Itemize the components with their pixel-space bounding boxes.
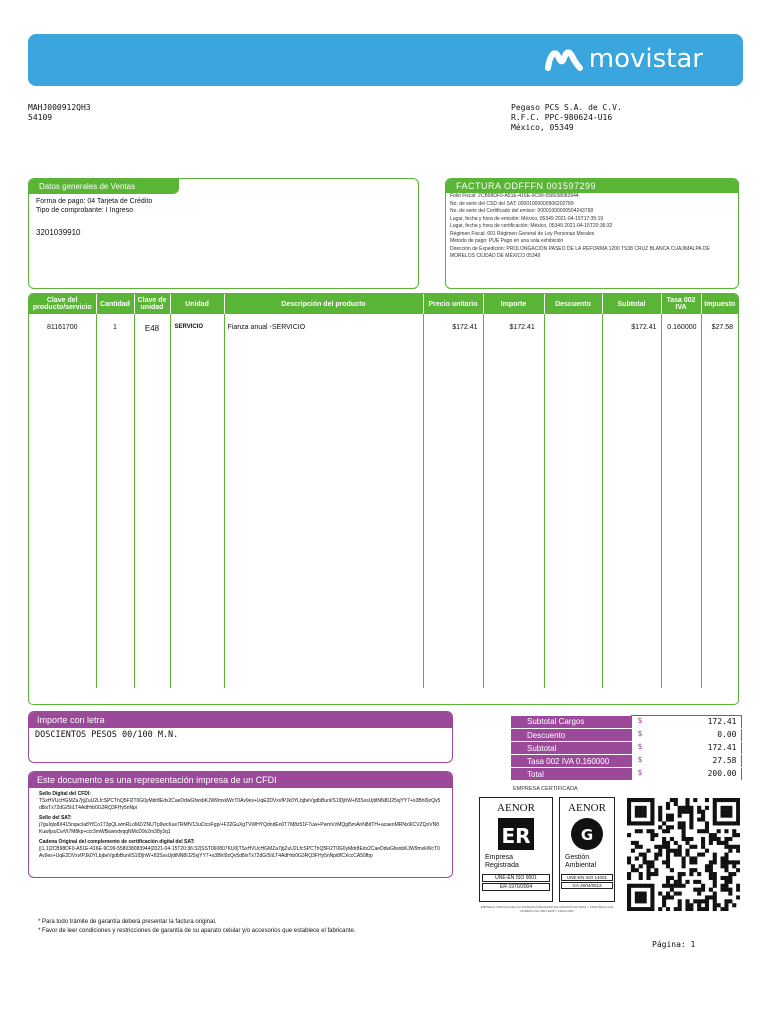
- col-header: Impuesto: [701, 294, 738, 314]
- totals-row: [511, 755, 741, 768]
- brand-name: movistar: [588, 44, 703, 74]
- cert-fine-print: EMPRESA CERTIFICADA SU SISTEMA INTEGRADO DE GESTIÓN ISO 9001 Y 14001 BAJO LAS NORMAS ISO 9001:2008 Y 14001:2004: [480, 905, 614, 913]
- currency-symbol: $: [637, 742, 643, 751]
- col-header: Tasa 002 IVA: [661, 294, 701, 314]
- cfdi-title: Este documento es una representación impresa de un CFDI: [29, 772, 452, 788]
- er-icon: [496, 816, 536, 852]
- invoice-line: No. de serie del CSD del SAT: 00001000000506202789: [450, 200, 574, 207]
- payment-form: Forma de pago: 04 Tarjeta de Crédito: [36, 198, 153, 205]
- col-header: Descripción del producto: [224, 294, 423, 314]
- aenor-label: AENOR: [497, 802, 535, 814]
- cell-unit: SERVICIO: [170, 314, 224, 688]
- cell-discount: [544, 314, 602, 688]
- cell-qty: 1: [96, 314, 134, 688]
- totals-amount: 172.41: [707, 717, 737, 726]
- original-chain-title: Cadena Original del complemento de certificación digital del SAT:: [39, 839, 195, 845]
- col-header: Unidad: [170, 294, 224, 314]
- totals-row: [511, 742, 741, 755]
- er-code: ER-1970/2004: [482, 883, 550, 891]
- invoice-line: Dirección de Expedición: PROLONGACIÓN PASEO DE LA REFORMA 1200 TS38 CRUZ BLANCA CUAJIMALPA DE MORELOS CIUDAD DE MÉXICO 05349: [450, 245, 710, 259]
- col-header: Importe: [483, 294, 544, 314]
- totals-row: [511, 716, 741, 729]
- invoice-details: [446, 193, 738, 261]
- note: * Favor de leer condiciones y restricciones de garantía de su aparato celular y/o accesorios que establece el fabricante.: [38, 928, 356, 934]
- cell-rate: 0.160000: [661, 314, 701, 688]
- qr-code: [627, 798, 740, 911]
- amount-words-text: DOSCIENTOS PESOS 00/100 M.N.: [35, 730, 179, 740]
- items-table: [29, 294, 738, 688]
- invoice-line: No. de serie del Certificado del emisor: 00001000000504243768: [450, 208, 594, 214]
- totals-row: [511, 729, 741, 742]
- issuer-block: [511, 103, 622, 133]
- currency-symbol: $: [637, 755, 643, 764]
- col-header: Clave de unidad: [134, 294, 170, 314]
- notes: [38, 918, 356, 936]
- totals-amount: 27.58: [712, 756, 737, 765]
- col-header: Clave del producto/servicio: [29, 294, 96, 314]
- issuer-name: Pegaso PCS S.A. de C.V.: [511, 103, 622, 112]
- header-banner: [28, 34, 743, 86]
- voucher-type: Tipo de comprobante: I Ingreso: [36, 207, 134, 214]
- sat-seal: j7guIqlo8X415nqacIa8YfCo1T3pQLwmRLoMZ/ZNUTp9wcKax7RMfV13uCtcsFgp/+F32GuXgTVWHYQdndEn0T7M8z51F7uw+PwmVzMQgl5mAnN8dTH+acaeoMRNx9ICVZQoVN8KuwIjsuCwVt7M8kp+ccr3mWBawodvqqNMcD9x2m38y3q1: [39, 822, 440, 835]
- cell-unit-code: E48: [134, 314, 170, 688]
- totals-amount: 172.41: [707, 743, 737, 752]
- cfdi-seal-title: Sello Digital del CFDI:: [39, 791, 91, 797]
- cert-label: EMPRESA CERTIFICADA: [513, 786, 578, 792]
- svg-text:ER: ER: [501, 824, 531, 848]
- items-table-wrap: [28, 293, 739, 705]
- cell-tax: $27.58: [711, 324, 733, 331]
- totals-value: [631, 768, 741, 781]
- invoice-title: FACTURA ODFFFN 001597299: [446, 179, 738, 193]
- aenor-er-badge: [479, 797, 553, 902]
- ga-icon: [567, 816, 607, 852]
- sales-title: Datos generales de Ventas: [29, 179, 179, 194]
- invoice-line: Método de pago: PUE Pago en una sola exhibición: [450, 238, 564, 244]
- sat-seal-title: Sello del SAT:: [39, 815, 72, 821]
- sales-box: [28, 178, 419, 289]
- er-standard: UNE-EN ISO 9001: [482, 874, 550, 882]
- table-row: [29, 314, 738, 688]
- page-number: Página: 1: [652, 940, 696, 949]
- movistar-logo: [545, 44, 703, 74]
- invoice-line: Lugar, fecha y hora de emisión: México, 05349 2021-04-15T17:35:19: [450, 215, 604, 222]
- issuer-rfc: R.F.C. PPC-980624-U16: [511, 113, 613, 122]
- totals-row: [511, 768, 741, 781]
- invoice-line: Régimen Fiscal: 601 Régimen General de Ley Personas Morales: [450, 230, 595, 237]
- col-header: Cantidad: [96, 294, 134, 314]
- totals-label: Subtotal: [511, 742, 631, 755]
- totals-value: [631, 755, 741, 768]
- invoice-box: [445, 178, 739, 289]
- col-header: Descuento: [544, 294, 602, 314]
- amount-words-title: Importe con letra: [29, 712, 452, 728]
- aenor-label: AENOR: [568, 802, 606, 814]
- aenor-ga-badge: [559, 797, 615, 902]
- cell-subtotal: $172.41: [602, 314, 661, 688]
- amount-words-box: [28, 711, 453, 763]
- currency-symbol: $: [637, 729, 643, 738]
- totals-amount: 200.00: [707, 769, 737, 778]
- invoice-line: Lugar, fecha y hora de certificación: México, 05349 2021-04-15T20:36:32: [450, 223, 613, 229]
- cell-description: Fianza anual -SERVICIO: [224, 314, 423, 688]
- totals-label: Tasa 002 IVA 0.160000: [511, 755, 631, 768]
- ga-line2: Ambiental: [565, 862, 597, 869]
- client-number: 54109: [28, 113, 53, 122]
- client-block: [28, 103, 91, 123]
- cell-amount: $172.41: [483, 314, 544, 688]
- original-chain: ||1.1|2CB98DF0-A51E-416E-9C99-558038083944|2021-04-15T20:36:32|SST060807KU0|TSxHVUcHGMZa7jtjZuU2LfcSPCThQ5Fi2T0G0yMdr8Edx2CaeDdwGfwsbKJW9mxkWcT0Av9es+UqE2DVxvfPJk0YLbjbeVgdbBunl/S1lDjhW+83SvsUjtitNN8IJ25xjYY7+o3BhI9zQv5d8ixTx72dG/5IiLT4AdHrb0G3RQ3FHy5nNpi8fCXccCA50fbp: [39, 846, 440, 859]
- account-number: 3201039910: [36, 228, 81, 237]
- cell-unit-price: $172.41: [423, 314, 483, 688]
- er-line1: Empresa: [485, 854, 514, 861]
- table-header: [29, 294, 738, 314]
- totals-label: Descuento: [511, 729, 631, 742]
- cfdi-box: [28, 771, 453, 878]
- ga-code: GA-2004/0513: [561, 882, 613, 889]
- invoice-line: Folio Fiscal: 2CB98DF0-A51E-416E-9C99-558038083944: [450, 193, 579, 199]
- svg-text:G: G: [580, 826, 594, 844]
- cfdi-seal: TSxHVUcHGMZa7jtjZuU2LfcSPCThQ5Fi2T0G0yMdr8Edx2CaeDdwGfwsbKJW9mxkWcT0Av9es+UqE2DVxvfPJk0YLbjbeVgdbBunl/S1lDjhW+83SvsUjtitNN8IJ25xjYY7+o3BhI9zQv5d8ixTx72dG/5IiLT4AdHrb0G3RQ3FHy5nNpi: [39, 798, 441, 811]
- totals-value: [631, 716, 741, 729]
- note: * Para todo trámite de garantía deberá presentar la factura original.: [38, 919, 217, 925]
- client-code: MAHJ000912QH3: [28, 103, 91, 112]
- totals-value: [631, 729, 741, 742]
- totals-label: Subtotal Cargos: [511, 716, 631, 729]
- currency-symbol: $: [637, 716, 643, 725]
- cell-code: 81161700: [29, 314, 96, 688]
- col-header: Precio unitario: [423, 294, 483, 314]
- totals-table: [511, 715, 742, 781]
- ga-standard: UNE-EN ISO 14001: [561, 874, 613, 881]
- issuer-city: México, 05349: [511, 123, 574, 132]
- er-line2: Registrada: [485, 862, 519, 869]
- movistar-m-icon: [545, 46, 583, 72]
- totals-value: [631, 742, 741, 755]
- totals-label: Total: [511, 768, 631, 781]
- currency-symbol: $: [637, 768, 643, 777]
- totals-amount: 0.00: [717, 730, 737, 739]
- ga-line1: Gestión: [565, 854, 590, 861]
- col-header: Subtotal: [602, 294, 661, 314]
